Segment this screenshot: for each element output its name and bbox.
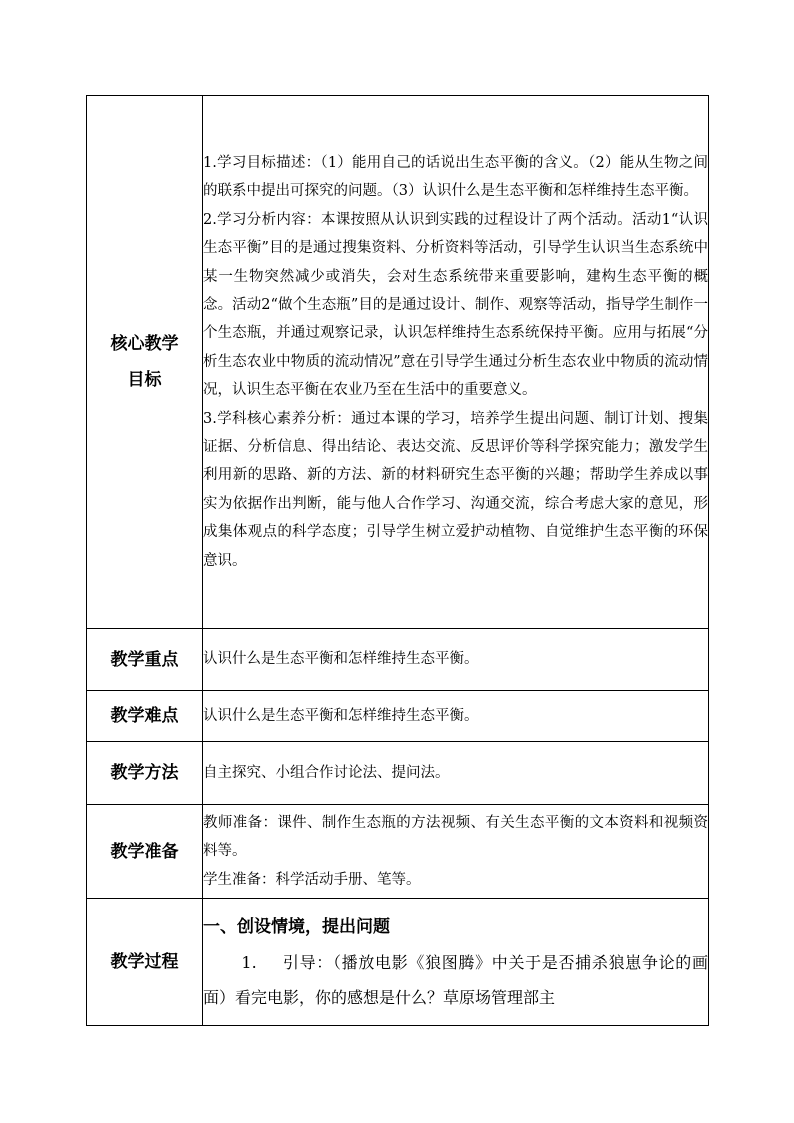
goal-paragraph-2: 2.学习分析内容：本课按照从认识到实践的过程设计了两个活动。活动1“认识生态平衡”目的是通过搜集资料、分析资料等活动，引导学生认识当生态系统中某一生物突然减少或消失，会对生态系统带来重要影响，建构生态平衡的概念。活动2“做个生态瓶”目的是通过设计、制作、观察等活动，指导学生制作一个生态瓶，并通过观察记录，认识怎样维持生态系统保持平衡。应用与拓展“分析生态农业中物质的流动情况”意在引导学生通过分析生态农业中物质的流动情况，认识生态平衡在农业乃至在生活中的重要意义。: [203, 211, 708, 399]
content-teaching-process: [203, 899, 709, 1026]
row-teaching-method: [87, 742, 709, 805]
label-teaching-preparation: 教学准备: [87, 805, 203, 899]
label-core-teaching-goal: [87, 96, 203, 629]
row-core-teaching-goal: [87, 96, 709, 629]
content-teaching-method: 自主探究、小组合作讨论法、提问法。: [203, 742, 709, 805]
process-item-number: 1.: [241, 953, 257, 972]
content-teaching-key-point: 认识什么是生态平衡和怎样维持生态平衡。: [203, 629, 709, 691]
row-teaching-difficulty: [87, 691, 709, 742]
content-core-teaching-goal: [203, 96, 709, 629]
label-teaching-key-point: 教学重点: [87, 629, 203, 691]
content-teaching-preparation: [203, 805, 709, 899]
label-teaching-method: 教学方法: [87, 742, 203, 805]
student-preparation: 学生准备：科学活动手册、笔等。: [203, 871, 421, 888]
teacher-preparation: 教师准备：课件、制作生态瓶的方法视频、有关生态平衡的文本资料和视频资料等。: [203, 814, 708, 860]
content-teaching-difficulty: 认识什么是生态平衡和怎样维持生态平衡。: [203, 691, 709, 742]
process-item-text: 引导：（播放电影《狼图腾》中关于是否捕杀狼崽争论的画面）看完电影，你的感想是什么？草原场管理部主: [203, 953, 708, 1007]
row-teaching-preparation: [87, 805, 709, 899]
row-teaching-process: [87, 899, 709, 1026]
goal-paragraph-3: 3.学科核心素养分析：通过本课的学习，培养学生提出问题、制订计划、搜集证据、分析信息、得出结论、表达交流、反思评价等科学探究能力；激发学生利用新的思路、新的方法、新的材料研究生态平衡的兴趣；帮助学生养成以事实为依据作出判断，能与他人合作学习、沟通交流，综合考虑大家的意见，形成集体观点的科学态度；引导学生树立爱护动植物、自觉维护生态平衡的环保意识。: [203, 410, 708, 569]
goal-paragraph-1: 1.学习目标描述：（1）能用自己的话说出生态平衡的含义。（2）能从生物之间的联系中提出可探究的问题。（3）认识什么是生态平衡和怎样维持生态平衡。: [203, 154, 708, 200]
label-text: 核心教学 目标: [110, 334, 179, 390]
row-teaching-key-point: [87, 629, 709, 691]
label-teaching-difficulty: 教学难点: [87, 691, 203, 742]
process-item: [203, 945, 708, 1015]
label-teaching-process: 教学过程: [87, 899, 203, 1026]
lesson-plan-table: [86, 95, 709, 1026]
process-section-title: 一、创设情境，提出问题: [203, 917, 390, 937]
